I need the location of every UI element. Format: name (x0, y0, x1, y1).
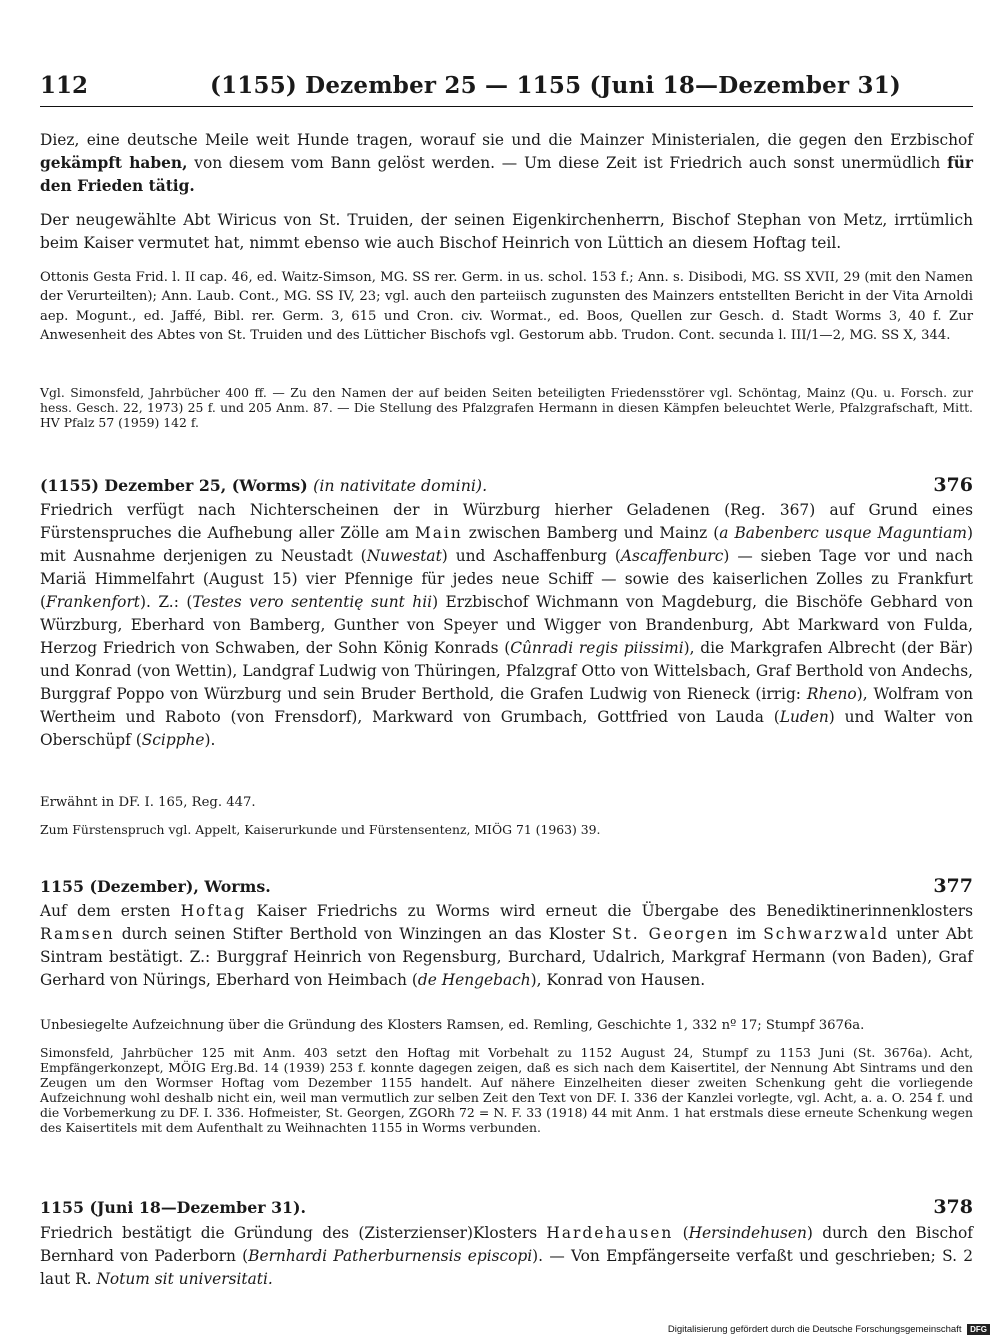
intro-sources: Ottonis Gesta Frid. l. II cap. 46, ed. Waitz-Simson, MG. SS rer. Germ. in us. schol. 153 f.; Ann. s. Disibodi, MG. SS XVII, 29 (mit den Namen der Verurteilten); Ann. Laub. Cont., MG. SS IV, 23; vgl. auch den parteiisch zugunsten des Mainzers entstellten Bericht in der Vita Arnoldi aep. Mogunt., ed. Jaffé, Bibl. rer. Germ. 3, 615 und Cron. civ. Wormat., ed. Boos, Quellen zur Gesch. d. Stadt Worms 3, 40 f. Zur Anwesenheit des Abtes von St. Truiden und des Lütticher Bischofs vgl. Gestorum abb. Trudon. Cont. secunda l. III/1—2, MG. SS X, 344. (40, 270, 973, 343)
running-title: (1155) Dezember 25 — 1155 (Juni 18—Dezember 31) (210, 72, 901, 99)
footer-text: Digitalisierung gefördert durch die Deutsche Forschungsgemeinschaft (667, 1324, 962, 1336)
page-header (40, 66, 973, 107)
entry-note-377-1: Unbesiegelte Aufzeichnung über die Gründung des Klosters Ramsen, ed. Remling, Geschichte 1, 332 nº 17; Stumpf 3676a. (40, 1018, 865, 1033)
entry-note-377-2: Simonsfeld, Jahrbücher 125 mit Anm. 403 setzt den Hoftag mit Vorbehalt zu 1152 August 24, Stumpf zu 1153 Juni (St. 3676a). Acht, Empfängerkonzept, MÖIG Erg.Bd. 14 (1939) 253 f. konnte dagegen zeigen, daß es sich nach dem Kaisertitel, der Nennung Abt Sintrams und den Zeugen um den Wormser Hoftag vom Dezember 1155 handelt. Auf nähere Einzelheiten dieser zweiten Schenkung geht die vorliegende Aufzeichnung wohl deshalb nicht ein, weil man vermutlich zur selben Zeit den Text von DF. I. 336 der Kanzlei vorlegte, vgl. Acht, a. a. O. 254 f. und die Vorbemerkung zu DF. I. 336. Hofmeister, St. Georgen, ZGORh 72 = N. F. 33 (1918) 44 mit Anm. 1 hat erstmals diese erneute Schenkung wegen des Kaisertitels mit dem Aufenthalt zu Weihnachten 1155 in Worms verbunden. (40, 1045, 973, 1135)
intro-paragraph-1: Diez, eine deutsche Meile weit Hunde tragen, worauf sie und die Mainzer Ministerialen, die gegen den Erzbischof gekämpft haben, von diesem vom Bann gelöst werden. — Um diese Zeit ist Friedrich auch sonst unermüdlich für den Frieden tätig. (40, 131, 973, 195)
intro-literature: Vgl. Simonsfeld, Jahrbücher 400 ff. — Zu den Namen der auf beiden Seiten beteiligten Friedensstörer vgl. Schöntag, Mainz (Qu. u. Forsch. zur hess. Gesch. 22, 1973) 25 f. und 205 Anm. 87. — Die Stellung des Pfalzgrafen Hermann in diesen Kämpfen beleuchtet Werle, Pfalzgrafschaft, Mitt. HV Pfalz 57 (1959) 142 f. (40, 385, 973, 430)
entry-body-376: Friedrich verfügt nach Nichterscheinen der in Würzburg hierher Geladenen (Reg. 367) auf Grund eines Fürstenspruches die Aufhebung aller Zölle am Main zwischen Bamberg und Mainz (a Babenberc usque Maguntiam) mit Ausnahme derjenigen zu Neustadt (Nuwestat) und Aschaffenburg (Ascaffenburc) — sieben Tage vor und nach Mariä Himmelfahrt (August 15) vier Pfennige für jedes neue Schiff — sowie des kaiserlichen Zolles zu Frankfurt (Frankenfort). Z.: (Testes vero sententię sunt hii) Erzbischof Wichmann von Magdeburg, die Bischöfe Gebhard von Würzburg, Eberhard von Bamberg, Gunther von Speyer und Wigger von Brandenburg, Abt Markward von Fulda, Herzog Friedrich von Schwaben, der Sohn König Konrads (Cûnradi regis piissimi), die Markgrafen Albrecht (der Bär) und Konrad (von Wettin), Landgraf Ludwig von Thüringen, Pfalzgraf Otto von Wittelsbach, Graf Berthold von Andechs, Burggraf Poppo von Würzburg und sein Bruder Berthold, die Grafen Ludwig von Rieneck (irrig: Rheno), Wolfram von Wertheim und Raboto (von Frensdorf), Markward von Grumbach, Gottfried von Lauda (Luden) und Walter von Oberschüpf (Scipphe). (40, 501, 974, 749)
entry-date-latin: (in nativitate domini). (313, 476, 488, 495)
entry-body-378: Friedrich bestätigt die Gründung des (Zisterzienser)Klosters Hardehausen (Hersindehusen) durch den Bischof Bernhard von Paderborn (Bernhardi Patherburnensis episcopi). — Von Empfängerseite verfaßt und geschrieben; S. 2 laut R. Notum sit universitati. (40, 1224, 973, 1288)
entry-number: 376 (933, 474, 973, 496)
entry-note-376-1: Erwähnt in DF. I. 165, Reg. 447. (40, 795, 256, 810)
page-number: 112 (40, 72, 89, 99)
digitization-footer (668, 1324, 990, 1335)
dfg-logo: DFG (967, 1324, 990, 1335)
entry-number: 377 (933, 875, 973, 897)
entry-note-376-2: Zum Fürstenspruch vgl. Appelt, Kaiserurkunde und Fürstensentenz, MIÖG 71 (1963) 39. (40, 822, 601, 837)
entry-heading-376 (40, 474, 973, 497)
entry-date: 1155 (Juni 18—Dezember 31). (40, 1198, 307, 1217)
intro-paragraph-2: Der neugewählte Abt Wiricus von St. Truiden, der seinen Eigenkirchenherrn, Bischof Stephan von Metz, irrtümlich beim Kaiser vermutet hat, nimmt ebenso wie auch Bischof Heinrich von Lüttich an diesem Hoftag teil. (40, 211, 973, 252)
entry-body-377: Auf dem ersten Hoftag Kaiser Friedrichs zu Worms wird erneut die Übergabe des Benediktinerinnenklosters Ramsen durch seinen Stifter Berthold von Winzingen an das Kloster St. Georgen im Schwarzwald unter Abt Sintram bestätigt. Z.: Burggraf Heinrich von Regensburg, Burchard, Udalrich, Markgraf Hermann (von Baden), Graf Gerhard von Nürings, Eberhard von Heimbach (de Hengebach), Konrad von Hausen. (40, 902, 974, 989)
entry-heading-378 (40, 1196, 973, 1219)
entry-date: (1155) Dezember 25, (Worms) (40, 476, 308, 495)
entry-number: 378 (933, 1196, 973, 1218)
entry-date: 1155 (Dezember), Worms. (40, 877, 271, 896)
entry-heading-377 (40, 875, 973, 898)
